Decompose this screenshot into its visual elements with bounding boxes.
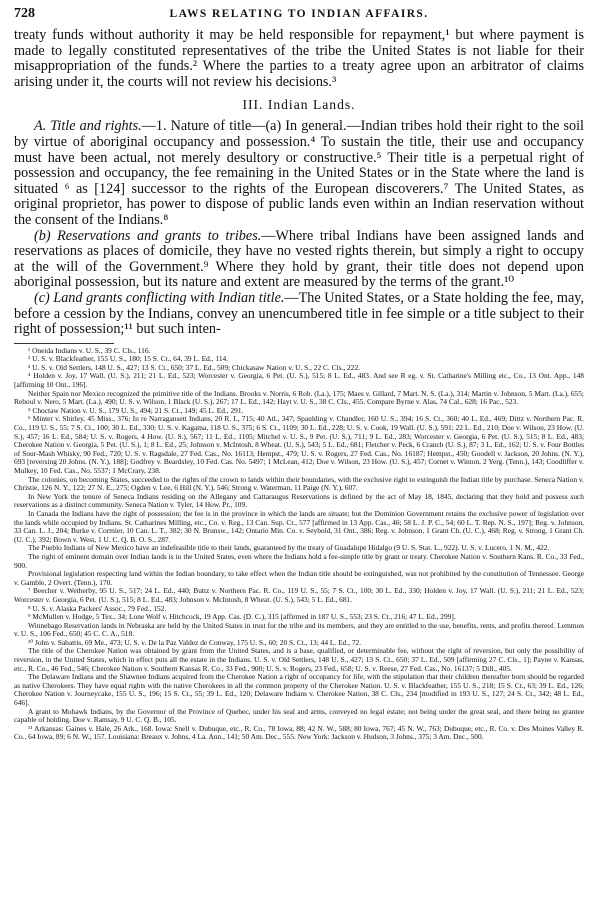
- running-head: LAWS RELATING TO INDIAN AFFAIRS.: [169, 8, 429, 20]
- footnote: ⁷ Beecher v. Wetherby, 95 U. S., 517; 24 L. Ed., 440; Buttz v. Northern Pac. R. Co., 119 U. S., 55; 7 S. Ct., 100; 30 L. Ed., 330; Holden v. Joy, 17 Wall. (U. S.), 211; 21 L. Ed., 523; Worcester v. Georgia, 6 Pet. (U. S.), 515; 8 L. Ed., 483; Johnson v. McIntosh, 8 Wheat. (U. S.), 543; 5 L. Ed., 681.: [14, 586, 584, 604]
- footnote: The Delaware Indians and the Shawnee Indians acquired from the Cherokee Nation a right of occupancy for life, with the stipulation that their children thereafter born should be regarded as native Cherokees. They have equal rights with the native Cherokees in all the common property of the Cherokee Nation. U. S. v. Blackfeather, 155 U. S., 218; 15 S. Ct., 63; 39 L. Ed., 126; Cherokee Nation v. Journeycake, 155 U. S., 196; 15 S. Ct., 55; 39 L. Ed., 120; Delaware Indians v. Cherokee Nation, 38 C. Cls., 234 [modified in 193 U. S., 127; 24 S. Ct., 342; 48 L. Ed., 646].: [14, 672, 584, 708]
- intro-paragraph: treaty funds without authority it may be held responsible for repayment,¹ but where payment is made to legally constituted representatives of the tribe the United States is not liable for their misappropriation of the funds.² Where the parties to a treaty agree upon an arbitrator of claims arising under it, the courts will not review his decisions.³: [14, 27, 584, 90]
- section-heading: III. Indian Lands.: [242, 97, 356, 113]
- paragraph-label: (b) Reservations and grants to tribes.: [34, 227, 262, 244]
- footnotes: [14, 347, 584, 742]
- paragraph-land-grants: [14, 291, 584, 338]
- footnote: ⁹ McMullen v. Hodge, 5 Tex., 34; Lone Wolf v. Hitchcock, 19 App. Cas. (D. C.), 315 [affirmed in 187 U. S., 553; 23 S. Ct., 216; 47 L. Ed., 299].: [28, 612, 456, 622]
- footnote: ² U. S. v. Blackfeather, 155 U. S., 180; 15 S. Ct., 64, 39 L. Ed., 114.: [28, 354, 229, 364]
- footnote: ⁶ Minter v. Shirley, 45 Miss., 376; In re Narragansett Indians, 20 R. I., 715; 40 Atl., 347; Spaulding v. Chandler, 160 U. S., 394; 16 S. Ct., 360; 40 L. Ed., 469; Dittz v. Northern Pac. R. Co., 119 U. S., 55; 7 S. Ct., 100; 30 L. Ed., 330; U. S. v. Kagama, 118 U. S., 375; 6 S. Ct., 1109; 30 L. Ed., 228; U. S. v. Cook, 19 Wall. (U. S.), 591; 22 L. Ed., 210; Doe v. Wilson, 23 How. (U. S.), 457; 16 L. Ed., 584; U. S. v. Rogers, 4 How. (U. S.), 567; 11 L. Ed., 1105; Mitchel v. U. S., 9 Pet. (U. S.), 711; 9 L. Ed., 283; Worcester v. Georgia, 6 Pet. (U. S.), 515; 8 L. Ed., 483; Cherokee Nation v. Georgia, 5 Pet. (U. S.), 1; 8 L. Ed., 25; Johnson v. McIntosh, 8 Wheat. (U. S.), 543; 5 L. Ed., 681; Fletcher v. Peck, 6 Cranch (U. S.), 87; 3 L. Ed., 162; U. S. v. Four Bottles of Sour-Mash Whisky, 90 Fed., 720; U. S. v. Ragsdale, 27 Fed. Cas., No. 16113; Hempst., 479; U. S. v. Rogers, 27 Fed. Cas., No. 16187; Hempst., 450; Goodell v. Jackson, 20 Johns. (N. Y.), 693 [reversing 20 Johns. (N. Y.), 188]; Godfrey v. Beardsley, 10 Fed. Cas. No. 5497; 1 McLean, 412; Doe v. Wilson, 23 How. (U. S.), 457; Cornet v. Winton, 2 Yerg. (Tenn.), 143; Coodliffer v. Mulkey, 10 Fed. Cas., No. 5537; 1 McCrary, 238.: [14, 414, 584, 475]
- footnote: ¹⁰ John v. Sabattis, 69 Me., 473; U. S. v. De la Paz Valdez de Conway, 175 U. S., 60; 20 S. Ct., 13; 44 L. Ed., 72.: [28, 637, 362, 647]
- footnote: A grant to Mohawk Indians, by the Governor of the Province of Quebec, under his seal and arms, conveyed no legal estate; not being under the great seal, and there being no grantee capable of holding. Doe v. Ramsay, 9 U. C. Q. B., 105.: [14, 706, 584, 725]
- paragraph-text: —The United States, or a State holding the fee, may, before a cession by the Indians, convey an unencumbered title in fee simple or a title subject to their right of possession;¹¹ but such inten-: [14, 289, 584, 338]
- footnote: The colonies, on becoming States, succeeded to the rights of the crown to lands within their boundaries, with the exclusive right to extinguish the Indian title by purchase. Seneca Nation v. Christie, 126 N. Y., 122; 27 N. E., 275; Ogden v. Lee, 6 Hill (N. Y.), 546; Strong v. Waterman, 11 Paige (N. Y.), 607.: [14, 474, 584, 493]
- footnote: In Canada the Indians have the right of possession; the fee is in the province in which the lands are situate; but the Dominion Government retains the exclusive power of legislation over the lands while occupied by Indians. St. Catharines Milling, etc., Co. v. Reg., 13 Can. Sup. Ct., 577 [affirmed in 13 App. Cas., 46; 58 L. J. P. C., 54; 60 L. T. Rep. N. S., 197]; Reg. v. Johnson, 33 Can. L. J., 204; Burke v. Cormier, 10 Can. L. T., 382; 30 N. Brunsw., 142; Ontario Min. Co. v. Seybold, 31 Ont., 386; Reg. v. Johnson, 1 Grant Ch. (U. C.), 468; Reg. v. Strong, 1 Grant Ch. (U. C.), 392; Bown v. West, 1 U. C. Q. B. O. S., 287.: [14, 508, 584, 544]
- paragraph-text: —1. Nature of title—(a) In general.—Indian tribes hold their right to the soil by virtue of aboriginal occupancy and possession.⁴ To sustain the title, their use and occupancy must have been actual, not merely desultory or constructive.⁵ Their title is a perpetual right of possession and occupancy, the fee remaining in the United States or in the State where the land is situated ⁶ as [124] successor to the rights of the European discoverers.⁷ The United States, as original proprietor, has power to dispose of public lands even within an Indian reservation without the consent of the Indians.⁸: [14, 118, 584, 228]
- footnote: ¹¹ Arkansas: Gaines v. Hale, 26 Ark., 168. Iowa: Snell v. Dubuque, etc., R. Co., 78 Iowa, 88; 42 N. W., 588; 80 Iowa, 767; 45 N. W., 763; Dubuque, etc., R. Co. v. Des Moines Valley R. Co., 64 Iowa, 89; 6 N. W., 157. Louisiana: Breaux v. Johns, 4 La. Ann., 141; 50 Am. Dec., 555. New York: Jackson v. Hudson, 3 Johns., 375; 3 Am. Dec., 500.: [14, 723, 584, 742]
- main-text: [14, 28, 584, 338]
- footnote: Provisional legislation respecting land within the Indian boundary, to take effect when the Indian title should be extinguished, was not prohibited by the constitution of Tennessee. George v. Gamble, 2 Overt. (Tenn.), 170.: [14, 569, 584, 587]
- footnote: Winnebago Reservation lands in Nebraska are held by the United States in trust for the tribe and its members, and they are entitled to the use, benefits, rents, and profits thereof. Lemmon v. U. S., 106 Fed., 650; 45 C. C. A., 518.: [14, 620, 584, 639]
- paragraph-label: (c) Land grants conflicting with Indian title.: [34, 289, 285, 306]
- footnote: The Pueblo Indians of New Mexico have an indefeasible title to their lands, guaranteed by the treaty of Guadalupe Hidalgo (9 U. S. Stat. L., 922). U. S. v. Lucero, 1 N. M., 422.: [28, 543, 550, 553]
- footnote: The title of the Cherokee Nation was obtained by grant from the United States, and is a base, qualified, or determinable fee, without the right of reversion, but only the possibility of reversion, in the United States, which in effect puts all the estate in the Indians. U. S. v. Old Settlers, 148 U. S., 427; 13 S. Ct., 650; 37 L. Ed., 509 [affirming 27 C. Cls., 1]; Payne v. Kansas, etc., R. Co., 46 Fed., 546; Cherokee Nation v. Southern Kansas R. Co., 33 Fed., 900; U. S. v. Rogers, 23 Fed., 658; U. S. v. Reese, 27 Fed. Cas., No. 16137; 5 Dill., 405.: [14, 646, 584, 673]
- footnote: ¹ Oneida Indians v. U. S., 39 C. Cls., 116.: [28, 345, 151, 355]
- paragraph-title-and-rights: [14, 119, 584, 228]
- footnote: In New York the tenure of Seneca Indians residing on the Allegany and Cattaraugus Reservations is defined by the act of May 18, 1845, declaring that they hold and possess such reservations as a distinct community. Seneca Nation v. Tyler, 14 How. Pr., 109.: [14, 491, 584, 510]
- footnote: ⁴ Holden v. Joy, 17 Wall. (U. S.), 211; 21 L. Ed., 523; Worcester v. Georgia, 6 Pet. (U. S.), 515; 8 L. Ed., 483. And see R eg. v. St. Catharine's Milling etc., Co., 13 Ont. App., 148 [affirming 10 Ont., 196].: [14, 371, 584, 390]
- paragraph-label: A. Title and rights.: [34, 118, 142, 135]
- paragraph-reservations: [14, 229, 584, 291]
- page-number: 728: [14, 6, 35, 21]
- footnote: ⁵ Choctaw Nation v. U. S., 179 U. S., 494; 21 S. Ct., 149; 45 L. Ed., 291.: [28, 405, 244, 415]
- footnote: ⁸ U. S. v. Alaska Packers' Assoc., 79 Fed., 152.: [28, 603, 167, 613]
- paragraph-text: —Where tribal Indians have been assigned lands and reservations as places of domicile, they have no vested rights therein, but simply a right to occupy at the will of the Government.⁹ Where they hold by grant, their title does not depend upon aboriginal possession, but its nature and extent are measured by the terms of the grant.¹⁰: [14, 227, 584, 291]
- footnote: ³ U. S. v. Old Settlers, 148 U. S., 427; 13 S. Ct., 650; 37 L. Ed., 509; Chickasaw Nation v. U. S., 22 C. Cls., 222.: [28, 362, 360, 372]
- page-header: [14, 6, 584, 28]
- footnote: Neither Spain nor Mexico recognized the primitive title of the Indians. Brooks v. Norris, 6 Rob. (La.), 175; Maes v. Gillard, 7 Mart. N. S. (La.), 314; Martin v. Johnson, 5 Mart. (La.), 655; Reboul v. Nero, 5 Mart. (La.), 490; U. S. v. Wilson, 1 Black (U. S.), 267; 17 L. Ed., 142; Hayt v. U. S., 38 C. Cls., 455. Compare Byrne v. Alas, 74 Cal., 628; 16 Pac., 523.: [14, 388, 584, 407]
- footnote: The right of eminent domain over Indian lands is in the United States, even where the Indians hold a fee-simple title by grant or treaty. Cherokee Nation v. Southern Kans. R. Co., 33 Fed., 900.: [14, 551, 584, 570]
- footnote-divider: [14, 343, 114, 344]
